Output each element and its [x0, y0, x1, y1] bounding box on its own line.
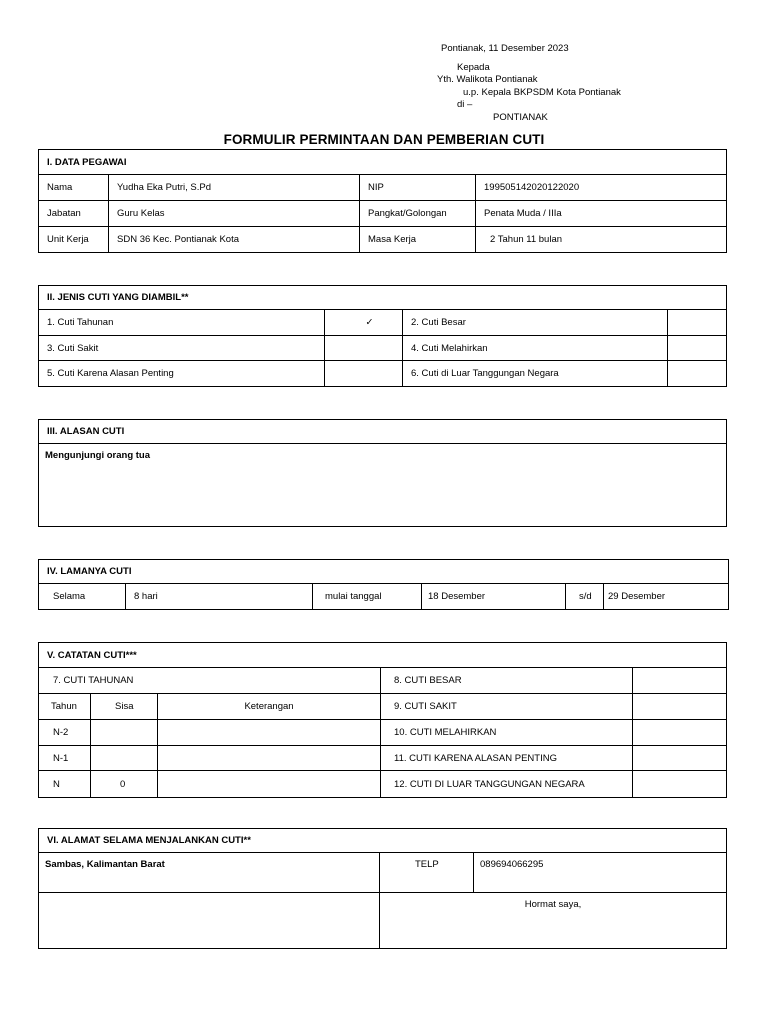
alamat-value: Sambas, Kalimantan Barat — [45, 859, 165, 870]
row-n1-keterangan[interactable] — [158, 746, 381, 771]
col-sisa: Sisa — [91, 694, 158, 720]
cuti-luar-tanggungan-checkbox[interactable] — [668, 361, 727, 387]
cuti-besar-label: 2. Cuti Besar — [403, 310, 668, 336]
hormat-saya: Hormat saya, — [524, 899, 582, 910]
catatan-cuti-melahirkan-value[interactable] — [633, 720, 727, 746]
mulai-label: mulai tanggal — [313, 584, 422, 610]
data-pegawai-header: I. DATA PEGAWAI — [39, 150, 727, 175]
catatan-cuti-alasan-penting-value[interactable] — [633, 746, 727, 771]
catatan-cuti-besar-label: 8. CUTI BESAR — [381, 668, 633, 694]
catatan-cuti-sakit-label: 9. CUTI SAKIT — [381, 694, 633, 720]
row-n2-keterangan[interactable] — [158, 720, 381, 746]
jenis-cuti-table — [38, 285, 727, 387]
alamat-blank-field[interactable] — [39, 893, 380, 949]
cuti-alasan-penting-checkbox[interactable] — [325, 361, 403, 387]
letter-place-date: Pontianak, 11 Desember 2023 — [441, 43, 569, 54]
letter-kepada: Kepada — [457, 62, 490, 73]
cuti-sakit-label: 3. Cuti Sakit — [39, 336, 325, 361]
alasan-cuti-field[interactable] — [39, 444, 727, 527]
alasan-cuti-value: Mengunjungi orang tua — [45, 450, 151, 461]
cuti-alasan-penting-label: 5. Cuti Karena Alasan Penting — [39, 361, 325, 387]
cuti-tahunan-label: 1. Cuti Tahunan — [39, 310, 325, 336]
check-icon: ✓ — [365, 317, 374, 328]
jabatan-value: Guru Kelas — [109, 201, 360, 227]
row-n-tahun: N — [39, 771, 91, 798]
lamanya-cuti-table — [38, 559, 729, 610]
cuti-melahirkan-checkbox[interactable] — [668, 336, 727, 361]
pangkat-label: Pangkat/Golongan — [360, 201, 476, 227]
col-tahun: Tahun — [39, 694, 91, 720]
nip-label: NIP — [360, 175, 476, 201]
nip-value: 199505142020122020 — [476, 175, 727, 201]
row-n-sisa: 0 — [91, 771, 158, 798]
catatan-cuti-table — [38, 642, 727, 798]
form-title: FORMULIR PERMINTAAN DAN PEMBERIAN CUTI — [223, 132, 545, 147]
cuti-tahunan-checkbox[interactable] — [325, 310, 403, 336]
telp-value: 089694066295 — [474, 853, 727, 893]
catatan-cuti-besar-value[interactable] — [633, 668, 727, 694]
selama-value: 8 hari — [126, 584, 313, 610]
letter-di: di – — [457, 99, 473, 110]
catatan-cuti-luar-tanggungan-value[interactable] — [633, 771, 727, 798]
cuti-besar-checkbox[interactable] — [668, 310, 727, 336]
lamanya-cuti-header: IV. LAMANYA CUTI — [39, 560, 729, 584]
unit-label: Unit Kerja — [39, 227, 109, 253]
cuti-luar-tanggungan-label: 6. Cuti di Luar Tanggungan Negara — [403, 361, 668, 387]
col-keterangan: Keterangan — [158, 694, 381, 720]
telp-label: TELP — [380, 853, 474, 893]
sd-label: s/d — [566, 584, 604, 610]
nama-label: Nama — [39, 175, 109, 201]
letter-yth: Yth. Walikota Pontianak — [437, 74, 538, 85]
masa-value: 2 Tahun 11 bulan — [476, 227, 727, 253]
pangkat-value: Penata Muda / IIIa — [476, 201, 727, 227]
data-pegawai-table — [38, 149, 727, 253]
row-n2-sisa[interactable] — [91, 720, 158, 746]
letter-up: u.p. Kepala BKPSDM Kota Pontianak — [463, 87, 621, 98]
cuti-melahirkan-label: 4. Cuti Melahirkan — [403, 336, 668, 361]
jabatan-label: Jabatan — [39, 201, 109, 227]
masa-label: Masa Kerja — [360, 227, 476, 253]
cuti-tahunan-section: 7. CUTI TAHUNAN — [39, 668, 381, 694]
signature-area — [380, 893, 727, 949]
alasan-cuti-header: III. ALASAN CUTI — [39, 420, 727, 444]
mulai-value: 18 Desember — [422, 584, 566, 610]
alamat-field[interactable] — [39, 853, 380, 893]
catatan-cuti-luar-tanggungan-label: 12. CUTI DI LUAR TANGGUNGAN NEGARA — [381, 771, 633, 798]
unit-value: SDN 36 Kec. Pontianak Kota — [109, 227, 360, 253]
nama-value: Yudha Eka Putri, S.Pd — [109, 175, 360, 201]
row-n1-sisa[interactable] — [91, 746, 158, 771]
alamat-table — [38, 828, 727, 949]
catatan-cuti-alasan-penting-label: 11. CUTI KARENA ALASAN PENTING — [381, 746, 633, 771]
catatan-cuti-sakit-value[interactable] — [633, 694, 727, 720]
letter-city: PONTIANAK — [493, 112, 548, 123]
selama-label: Selama — [39, 584, 126, 610]
cuti-sakit-checkbox[interactable] — [325, 336, 403, 361]
alamat-header: VI. ALAMAT SELAMA MENJALANKAN CUTI** — [39, 829, 727, 853]
catatan-cuti-melahirkan-label: 10. CUTI MELAHIRKAN — [381, 720, 633, 746]
row-n1-tahun: N-1 — [39, 746, 91, 771]
row-n2-tahun: N-2 — [39, 720, 91, 746]
jenis-cuti-header: II. JENIS CUTI YANG DIAMBIL** — [39, 286, 727, 310]
catatan-cuti-header: V. CATATAN CUTI*** — [39, 643, 727, 668]
row-n-keterangan[interactable] — [158, 771, 381, 798]
alasan-cuti-table — [38, 419, 727, 527]
sd-value: 29 Desember — [604, 584, 729, 610]
